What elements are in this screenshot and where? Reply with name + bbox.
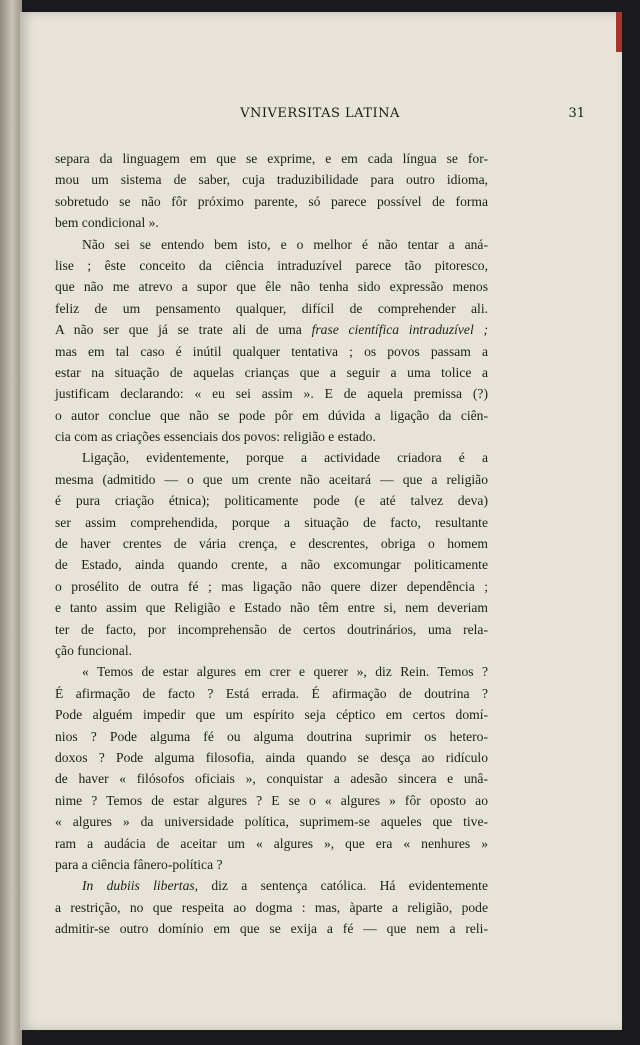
text-line xyxy=(55,640,488,661)
text-segment: nios ? Pode alguma fé ou alguma doutrina suprimir os hetero- xyxy=(55,728,488,744)
text-line xyxy=(55,276,488,297)
text-line xyxy=(55,426,488,447)
text-segment: Ligação, evidentemente, porque a actividade criadora é a xyxy=(82,450,488,466)
text-segment: sobretudo se não fôr próximo parente, só parece possível de forma xyxy=(55,193,488,209)
text-line xyxy=(55,811,488,832)
text-segment: É afirmação de facto ? Está errada. É afirmação de doutrina ? xyxy=(55,685,488,701)
text-segment: de Estado, ainda quando crente, a não excomungar politicamente xyxy=(55,557,488,573)
text-segment: o prosélito de outra fé ; mas ligação não quere dizer dependência ; xyxy=(55,578,488,594)
text-line xyxy=(55,704,488,725)
text-line xyxy=(55,212,488,233)
italic-phrase: frase científica intraduzível ; xyxy=(311,322,488,338)
text-line xyxy=(55,512,488,533)
body-text xyxy=(55,148,488,939)
text-line xyxy=(55,554,488,575)
text-line xyxy=(55,597,488,618)
text-segment: é pura criação étnica); politicamente pode (e até talvez deva) xyxy=(55,493,488,509)
text-line xyxy=(55,875,488,896)
text-segment: de haver crentes de vária crença, e descrentes, obriga o homem xyxy=(55,536,488,552)
text-line xyxy=(55,148,488,169)
text-segment: que não me atrevo a supor que êle não tenha sido expressão menos xyxy=(55,279,488,295)
text-segment: Não sei se entendo bem isto, e o melhor é não tentar a aná- xyxy=(82,236,488,252)
text-line xyxy=(55,191,488,212)
text-segment: e tanto assim que Religião e Estado não têm entre si, nem deveriam xyxy=(55,600,488,616)
text-line xyxy=(55,319,488,340)
text-segment: feliz de um pensamento qualquer, difícil de comprehender ali. xyxy=(55,300,488,316)
text-line xyxy=(55,405,488,426)
text-segment: doxos ? Pode alguma filosofia, ainda quando se desça ao ridículo xyxy=(55,749,488,765)
text-segment: « Temos de estar algures em crer e querer », diz Rein. Temos ? xyxy=(82,664,488,680)
text-segment: bem condicional ». xyxy=(55,215,159,231)
text-segment: A não ser que já se trate ali de uma xyxy=(55,322,312,338)
text-segment: justificam declarando: « eu sei assim ». E de aquela premissa (?) xyxy=(55,386,488,402)
text-line xyxy=(55,619,488,640)
text-line xyxy=(55,897,488,918)
text-line xyxy=(55,490,488,511)
text-line xyxy=(55,854,488,875)
text-segment: ram a audácia de aceitar um « algures », que era « nenhures » xyxy=(55,835,488,851)
text-segment: ter de facto, por incomprehensão de certos doutrinários, uma rela- xyxy=(55,621,488,637)
text-segment: diz a sentença católica. Há evidentemente xyxy=(198,878,488,894)
text-segment: « algures » da universidade política, suprimem-se aqueles que tive- xyxy=(55,814,488,830)
text-segment: de haver « filósofos oficiais », conquistar a adesão sincera e unâ- xyxy=(55,771,488,787)
text-line xyxy=(55,533,488,554)
page-number: 31 xyxy=(568,106,585,121)
italic-phrase: In dubiis libertas, xyxy=(82,878,199,894)
text-line xyxy=(55,447,488,468)
text-line xyxy=(55,918,488,939)
text-line xyxy=(55,469,488,490)
text-segment: mesma (admitido — o que um crente não aceitará — que a religião xyxy=(55,471,488,487)
text-line xyxy=(55,234,488,255)
text-line xyxy=(55,255,488,276)
text-line xyxy=(55,169,488,190)
text-line xyxy=(55,341,488,362)
text-segment: lise ; êste conceito da ciência intraduzível parece tão pitoresco, xyxy=(55,257,488,273)
text-segment: a restrição, no que respeita ao dogma : mas, àparte a religião, pode xyxy=(55,899,488,915)
text-segment: nime ? Temos de estar algures ? E se o « algures » fôr oposto ao xyxy=(55,792,488,808)
text-line xyxy=(55,298,488,319)
page-edge-stain xyxy=(616,12,622,52)
text-segment: o autor conclue que não se pode pôr em dúvida a ligação da ciên- xyxy=(55,407,488,423)
text-segment: mas em tal caso é inútil qualquer tentativa ; os povos passam a xyxy=(55,343,488,359)
text-line xyxy=(55,747,488,768)
text-segment: estar na situação de aquelas crianças que a seguir a uma tolice a xyxy=(55,364,488,380)
text-segment: ção funcional. xyxy=(55,642,132,658)
running-title: VNIVERSITAS LATINA xyxy=(240,106,400,121)
text-line xyxy=(55,768,488,789)
text-line xyxy=(55,576,488,597)
text-segment: cia com as criações essenciais dos povos: religião e estado. xyxy=(55,429,376,445)
text-line xyxy=(55,833,488,854)
text-segment: Pode alguém impedir que um espírito seja céptico em certos domí- xyxy=(55,707,488,723)
text-segment: mou um sistema de saber, cuja traduzibilidade para outro idioma, xyxy=(55,172,488,188)
running-head xyxy=(55,98,585,128)
text-line xyxy=(55,790,488,811)
text-segment: separa da linguagem em que se exprime, e em cada língua se for- xyxy=(55,151,488,166)
text-line xyxy=(55,661,488,682)
text-segment: para a ciência fânero-política ? xyxy=(55,856,223,872)
left-page-edge xyxy=(0,0,22,1045)
text-line xyxy=(55,362,488,383)
text-line xyxy=(55,383,488,404)
text-segment: admitir-se outro domínio em que se exija a fé — que nem a reli- xyxy=(55,921,488,937)
text-segment: ser assim comprehendida, porque a situação de facto, resultante xyxy=(55,514,488,530)
text-line xyxy=(55,683,488,704)
text-line xyxy=(55,726,488,747)
